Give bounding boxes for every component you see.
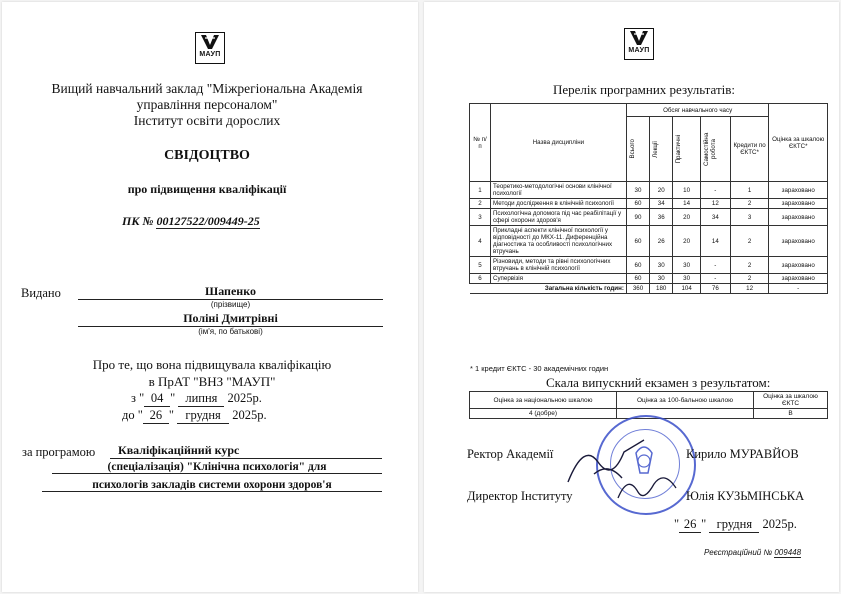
date-to-day: 26	[143, 408, 169, 424]
row-independent: 34	[700, 209, 730, 226]
row-grade: зараховано	[769, 182, 828, 199]
row-discipline: Теоретико-методологічні основи клінічної психології	[490, 182, 626, 199]
row-credits: 1	[730, 182, 769, 199]
results-table	[469, 103, 828, 294]
header-independent: Самостійна робота	[702, 132, 717, 166]
row-total: 60	[626, 226, 649, 257]
row-practical: 14	[673, 199, 701, 209]
program-line-1: Кваліфікаційний курс	[110, 443, 382, 459]
header-lectures: Лекції	[652, 140, 660, 158]
row-independent: -	[700, 257, 730, 274]
totals-credits: 12	[730, 284, 769, 294]
table-row	[470, 274, 828, 284]
rector-name: Кирило МУРАВЙОВ	[686, 447, 799, 461]
row-number: 3	[470, 209, 491, 226]
date-from-year: 2025р.	[227, 391, 262, 405]
maup-logo	[195, 32, 225, 64]
row-grade: зараховано	[769, 274, 828, 284]
row-practical: 20	[673, 209, 701, 226]
header-num: № п/п	[470, 104, 491, 182]
recipient-surname: Шапенко	[78, 284, 383, 300]
row-number: 6	[470, 274, 491, 284]
certificate-left-page	[2, 2, 418, 592]
row-grade: зараховано	[769, 257, 828, 274]
row-discipline: Психологічна допомога під час реабілітації у сфері охорони здоров'я	[490, 209, 626, 226]
row-lectures: 26	[650, 226, 673, 257]
director-signature-icon	[614, 468, 684, 508]
given-names-caption: (ім'я, по батькові)	[198, 327, 263, 336]
sign-month: грудня	[709, 517, 759, 533]
organization-line: в ПрАТ "ВНЗ "МАУП"	[148, 374, 276, 389]
date-to-month: грудня	[177, 408, 229, 424]
header-grade: Оцінка за шкалою ЄКТС*	[769, 104, 828, 182]
totals-row	[470, 284, 828, 294]
statement-line: Про те, що вона підвищувала кваліфікацію	[92, 357, 332, 372]
table-row	[470, 182, 828, 199]
scale-header-national: Оцінка за національною шкалою	[470, 392, 617, 409]
sign-day: 26	[679, 517, 701, 533]
signing-date: " 26 " грудня 2025р.	[674, 517, 797, 531]
row-discipline: Супервізія	[490, 274, 626, 284]
certificate-number	[122, 214, 260, 229]
qualification-statement	[42, 356, 382, 390]
credit-footnote: * 1 кредит ЄКТС - 30 академічних годин	[470, 364, 609, 373]
row-total: 60	[626, 257, 649, 274]
date-from-prefix: з "	[131, 391, 145, 405]
row-lectures: 30	[650, 257, 673, 274]
row-practical: 20	[673, 226, 701, 257]
row-total: 60	[626, 274, 649, 284]
table-row	[470, 199, 828, 209]
table-row	[470, 226, 828, 257]
row-independent: -	[700, 182, 730, 199]
row-practical: 30	[673, 257, 701, 274]
totals-grade: -	[769, 284, 828, 294]
row-independent: 14	[700, 226, 730, 257]
maup-emblem-icon	[199, 33, 221, 51]
date-from-month: липня	[178, 391, 224, 407]
header-volume: Обсяг навчального часу	[626, 104, 769, 117]
sign-year: 2025р.	[762, 517, 797, 531]
row-practical: 10	[673, 182, 701, 199]
row-lectures: 20	[650, 182, 673, 199]
exam-title: Скала випускний екзамен з результатом:	[546, 375, 771, 390]
totals-independent: 76	[700, 284, 730, 294]
header-practical: Практичні	[675, 134, 683, 164]
header-total: Всього	[628, 139, 636, 159]
row-number: 2	[470, 199, 491, 209]
logo-text: МАУП	[199, 51, 221, 58]
recipient-given-names: Поліні Дмитрівні	[78, 311, 383, 327]
institution-line-2: управління персоналом"	[136, 97, 278, 112]
program-line-3: психологів закладів системи охорони здоров'я	[42, 479, 382, 492]
row-lectures: 30	[650, 274, 673, 284]
date-from: з " 04 " липня 2025р.	[131, 391, 262, 405]
number-prefix: ПК №	[122, 214, 154, 228]
header-discipline: Назва дисципліни	[490, 104, 626, 182]
document-title: СВІДОЦТВО	[164, 148, 250, 163]
row-discipline: Прикладні аспекти клінічної психології у відповідності до МКХ-11. Диференційна діагностика та особливості психологічних втручань	[490, 226, 626, 257]
row-grade: зараховано	[769, 199, 828, 209]
number-value: 00127522/009449-25	[156, 214, 260, 228]
row-independent: 12	[700, 199, 730, 209]
maup-emblem-icon	[628, 29, 650, 47]
scale-header-ects: Оцінка за шкалою ЄКТС	[754, 392, 828, 409]
issued-label: Видано	[21, 286, 61, 300]
row-credits: 2	[730, 257, 769, 274]
totals-label: Загальна кількість годин:	[470, 284, 627, 294]
institution-line-3: Інститут освіти дорослих	[133, 113, 281, 128]
scale-value-national: 4 (добре)	[470, 409, 617, 419]
institution-line-1: Вищий навчальний заклад "Міжрегіональна Академія	[51, 81, 363, 96]
row-total: 60	[626, 199, 649, 209]
director-name: Юлія КУЗЬМІНСЬКА	[686, 489, 805, 503]
maup-logo-right	[624, 28, 654, 60]
program-line-2: (спеціалізація) "Клінічна психологія" для	[52, 461, 382, 474]
row-credits: 2	[730, 199, 769, 209]
certificate-right-page	[424, 2, 839, 592]
institution-name	[22, 81, 392, 129]
table-row	[470, 257, 828, 274]
registration-label: Реєстраційний №	[704, 548, 773, 557]
table-header-row	[470, 104, 828, 117]
row-credits: 2	[730, 226, 769, 257]
row-total: 90	[626, 209, 649, 226]
date-to-year: 2025р.	[232, 408, 267, 422]
registration-value: 009448	[774, 548, 802, 557]
row-number: 4	[470, 226, 491, 257]
row-total: 30	[626, 182, 649, 199]
program-label: за програмою	[22, 445, 96, 459]
date-to: до " 26 " грудня 2025р.	[122, 408, 267, 422]
logo-text: МАУП	[628, 47, 650, 54]
row-lectures: 36	[650, 209, 673, 226]
totals-practical: 104	[673, 284, 701, 294]
row-grade: зараховано	[769, 226, 828, 257]
surname-caption: (прізвище)	[210, 300, 251, 309]
row-number: 1	[470, 182, 491, 199]
row-lectures: 34	[650, 199, 673, 209]
scale-header-100: Оцінка за 100-бальною шкалою	[617, 392, 754, 409]
totals-total: 360	[626, 284, 649, 294]
row-credits: 2	[730, 274, 769, 284]
registration-number	[704, 548, 801, 557]
row-number: 5	[470, 257, 491, 274]
scale-header-row	[470, 392, 828, 409]
rector-label: Ректор Академії	[467, 447, 554, 461]
row-grade: зараховано	[769, 209, 828, 226]
row-discipline: Методи дослідження в клінічній психології	[490, 199, 626, 209]
date-from-day: 04	[144, 391, 170, 407]
date-to-prefix: до "	[122, 408, 143, 422]
row-practical: 30	[673, 274, 701, 284]
director-label: Директор Інституту	[467, 489, 573, 503]
table-row	[470, 209, 828, 226]
row-discipline: Різновиди, методи та рівні психологічних втручань в клінічній психології	[490, 257, 626, 274]
document-subtitle: про підвищення кваліфікації	[127, 182, 287, 196]
totals-lectures: 180	[650, 284, 673, 294]
results-title: Перелік програмних результатів:	[553, 82, 735, 97]
row-independent: -	[700, 274, 730, 284]
scale-value-ects: B	[754, 409, 828, 419]
header-credits: Кредити по ЄКТС*	[730, 117, 769, 182]
row-credits: 3	[730, 209, 769, 226]
